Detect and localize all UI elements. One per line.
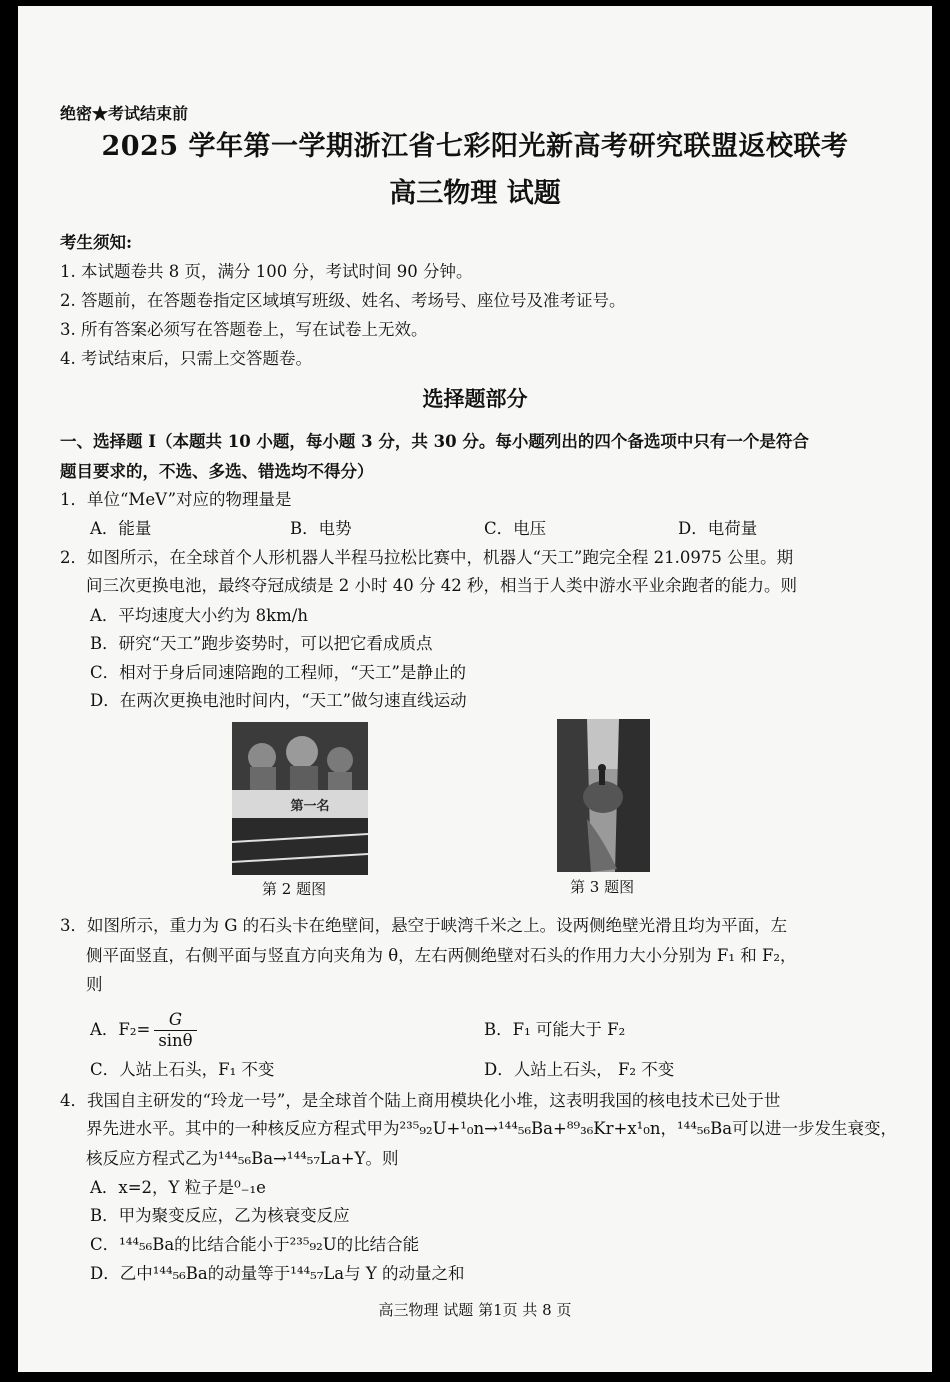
q2-stem: 间三次更换电池，最终夺冠成绩是 2 小时 40 分 42 秒，相当于人类中游水平业余跑者的能力。则 [86,576,797,595]
fig2-banner-text: 第一名 [290,798,330,813]
fig3-photo [557,719,650,872]
note-item: 2. 答题前，在答题卷指定区域填写班级、姓名、考场号、座位号及准考证号。 [60,291,626,310]
q3-option-c: C．人站上石头，F₁ 不变 [90,1060,275,1079]
q1-option-b: B．电势 [290,519,352,538]
secret-label: 绝密★考试结束前 [60,104,189,123]
q2-option-c: C．相对于身后同速陪跑的工程师，“天工”是静止的 [90,663,466,682]
note-item: 1. 本试题卷共 8 页，满分 100 分，考试时间 90 分钟。 [60,262,473,281]
q2-stem: 2．如图所示，在全球首个人形机器人半程马拉松比赛中，机器人“天工”跑完全程 21.0975 公里。期 [60,548,794,567]
fig2-caption: 第 2 题图 [262,880,327,898]
fig3-caption: 第 3 题图 [570,878,635,896]
q2-option-b: B．研究“天工”跑步姿势时，可以把它看成质点 [90,634,433,653]
q4-stem-text: ¹⁴⁴₅₆Ba可以进一步发生衰变， [677,1119,898,1138]
q4-option-d: D．乙中¹⁴⁴₅₆Ba的动量等于¹⁴⁴₅₇La与 Y 的动量之和 [90,1264,465,1283]
part-intro: 题目要求的，不选、多选、错选均不得分） [60,462,374,481]
q3-option-a [90,1010,201,1051]
q3-option-a-prefix: A．F₂= [90,1019,151,1039]
q4-option-b: B．甲为聚变反应，乙为核衰变反应 [90,1206,350,1225]
q1-options [90,519,890,539]
q3-option-d: D．人站上石头， F₂ 不变 [484,1060,675,1079]
q4-stem-text: 界先进水平。其中的一种核反应方程式甲为 [86,1119,400,1138]
exam-subtitle: 高三物理 试题 [389,178,561,209]
q4-stem: 4．我国自主研发的“玲龙一号”，是全球首个陆上商用模块化小堆，这表明我国的核电技术已处于世 [60,1091,781,1110]
q4-option-a: A．x=2，Y 粒子是⁰₋₁e [90,1178,266,1197]
q1-option-c: C．电压 [484,519,547,538]
part-intro: 一、选择题 I（本题共 10 小题，每小题 3 分，共 30 分。每小题列出的四个备选项中只有一个是符合 [60,432,809,451]
notes-heading: 考生须知: [60,233,133,252]
exam-page [14,6,936,1372]
q1-option-d: D．电荷量 [678,519,758,538]
fraction-denominator: sinθ [158,1030,193,1050]
q2-option-d: D．在两次更换电池时间内，“天工”做匀速直线运动 [90,691,467,710]
q3-stem: 侧平面竖直，右侧平面与竖直方向夹角为 θ，左右两侧绝壁对石头的作用力大小分别为 F₁ 和 F₂， [86,946,797,965]
q1-option-a: A．能量 [90,519,152,538]
q3-option-a-fraction [154,1010,196,1051]
q4-reaction-equation: ²³⁵₉₂U+¹₀n→¹⁴⁴₅₆Ba+⁸⁹₃₆Kr+x¹₀n， [399,1119,678,1138]
q4-option-c: C．¹⁴⁴₅₆Ba的比结合能小于²³⁵₉₂U的比结合能 [90,1235,420,1254]
note-item: 3. 所有答案必须写在答题卷上，写在试卷上无效。 [60,320,428,339]
q3-option-b: B．F₁ 可能大于 F₂ [484,1020,626,1039]
q4-stem: 核反应方程式乙为¹⁴⁴₅₆Ba→¹⁴⁴₅₇La+Y。则 [86,1149,399,1168]
q4-stem-line2 [86,1119,897,1139]
q3-stem: 3．如图所示，重力为 G 的石头卡在绝壁间，悬空于峡湾千米之上。设两侧绝壁光滑且均为平面，左 [60,916,788,935]
fraction-numerator: G [154,1010,196,1031]
section-title: 选择题部分 [422,386,528,411]
exam-title: 2025 学年第一学期浙江省七彩阳光新高考研究联盟返校联考 [101,131,849,162]
q3-stem: 则 [86,975,103,994]
q1-stem: 1．单位“MeV”对应的物理量是 [60,490,292,509]
q2-option-a: A．平均速度大小约为 8km/h [90,606,308,625]
fig2-photo [232,722,368,875]
page-footer: 高三物理 试题 第1页 共 8 页 [378,1301,572,1319]
note-item: 4. 考试结束后，只需上交答题卷。 [60,349,312,368]
